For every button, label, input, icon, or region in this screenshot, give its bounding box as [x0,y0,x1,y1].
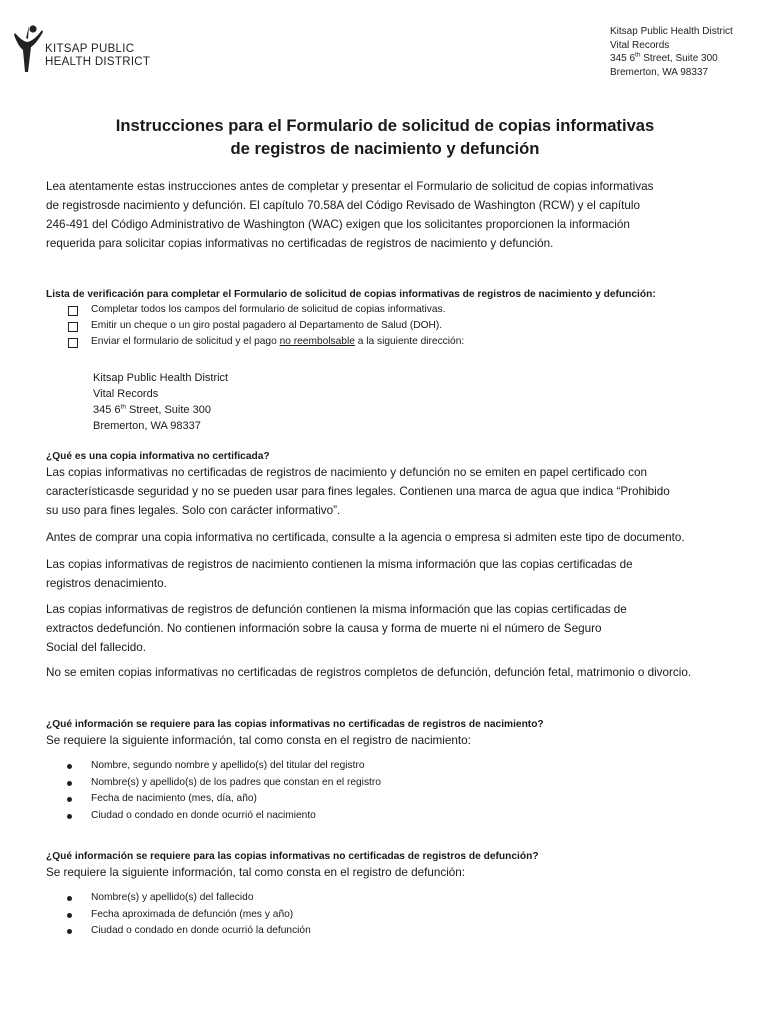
logo-text [45,43,150,69]
bullet-icon [67,814,72,819]
kitsap-logo [12,24,152,76]
checkbox-1[interactable] [68,306,78,316]
address-line: 345 6th Street, Suite 300 [610,51,718,65]
what-is-heading: ¿Qué es una copia informativa no certificada? [46,451,270,462]
checklist-item: Emitir un cheque o un giro postal pagadero al Departamento de Salud (DOH). [91,320,443,331]
intro-paragraph: Lea atentamente estas instrucciones antes de completar y presentar el Formulario de solicitud de copias informativas de registrosde nacimiento y defunción. El capítulo 70.58A del Código Revisado de Washington (RCW) y el capítulo 246-491 del Código Administrativo de Washington (WAC) exigen que los solicitantes proporcionen la información requerida para solicitar copias informativas no certificadas de registros de nacimiento y defunción. [46,180,654,250]
page-title: Instrucciones para el Formulario de solicitud de copias informativas de registros de nacimiento y defunción [115,116,655,158]
what-is-paragraph-4: Las copias informativas de registros de defunción contienen la misma información que las copias certificadas de extractos dedefunción. No contienen información sobre la causa y forma de muerte ni el número de Seguro Social del fallecido. [46,603,627,654]
logo-line2: HEALTH DISTRICT [45,56,151,68]
checkbox-2[interactable] [68,322,78,332]
bullet-icon [67,797,72,802]
bullet-icon [67,781,72,786]
logo-line1: KITSAP PUBLIC [45,43,135,55]
address-line: Bremerton, WA 98337 [610,66,709,78]
checklist-heading: Lista de verificación para completar el Formulario de solicitud de copias informativas de registros de nacimiento y defunción: [46,289,656,300]
address-line: Vital Records [610,39,670,51]
birth-item: Nombre(s) y apellido(s) de los padres que constan en el registro [91,777,381,788]
death-item: Fecha aproximada de defunción (mes y año) [91,909,294,920]
what-is-paragraph-5: No se emiten copias informativas no certificadas de registros completos de defunción, defunción fetal, matrimonio o divorcio. [46,666,692,679]
death-subheading: Se requiere la siguiente información, tal como consta en el registro de defunción: [46,866,466,879]
address-line: Kitsap Public Health District [610,26,733,37]
birth-item: Fecha de nacimiento (mes, día, año) [91,793,257,804]
header-address [610,25,733,79]
birth-subheading: Se requiere la siguiente información, tal como consta en el registro de nacimiento: [46,734,471,747]
death-item: Nombre(s) y apellido(s) del fallecido [91,892,254,903]
what-is-paragraph-2: Antes de comprar una copia informativa no certificada, consulte a la agencia o empresa si admiten este tipo de documento. [46,531,685,544]
what-is-paragraph-1: Las copias informativas no certificadas de registros de nacimiento y defunción no se emiten en papel certificado con característicasde seguridad y no se pueden usar para fines legales. Contienen una marca de agua que indica “Prohibido su uso para fines legales. Solo con carácter informativo”. [46,466,670,517]
death-item: Ciudad o condado en donde ocurrió la defunción [91,925,311,936]
mailing-address: Kitsap Public Health District Vital Records 345 6th Street, Suite 300 Bremerton, WA 98337 [93,372,229,432]
bullet-icon [67,929,72,934]
death-heading: ¿Qué información se requiere para las copias informativas no certificadas de registros de defunción? [46,851,539,862]
checklist-item: Completar todos los campos del formulario de solicitud de copias informativas. [91,304,446,315]
birth-item: Nombre, segundo nombre y apellido(s) del titular del registro [91,760,365,771]
bullet-icon [67,913,72,918]
bullet-icon [67,764,72,769]
birth-heading: ¿Qué información se requiere para las copias informativas no certificadas de registros de nacimiento? [46,719,544,730]
birth-item: Ciudad o condado en donde ocurrió el nacimiento [91,810,316,821]
person-figure-icon [12,24,44,74]
checklist-item: Enviar el formulario de solicitud y el pago no reembolsable a la siguiente dirección: [91,336,465,347]
what-is-paragraph-3: Las copias informativas de registros de nacimiento contienen la misma información que las copias certificadas de registros denacimiento. [46,558,633,590]
bullet-icon [67,896,72,901]
checkbox-3[interactable] [68,338,78,348]
